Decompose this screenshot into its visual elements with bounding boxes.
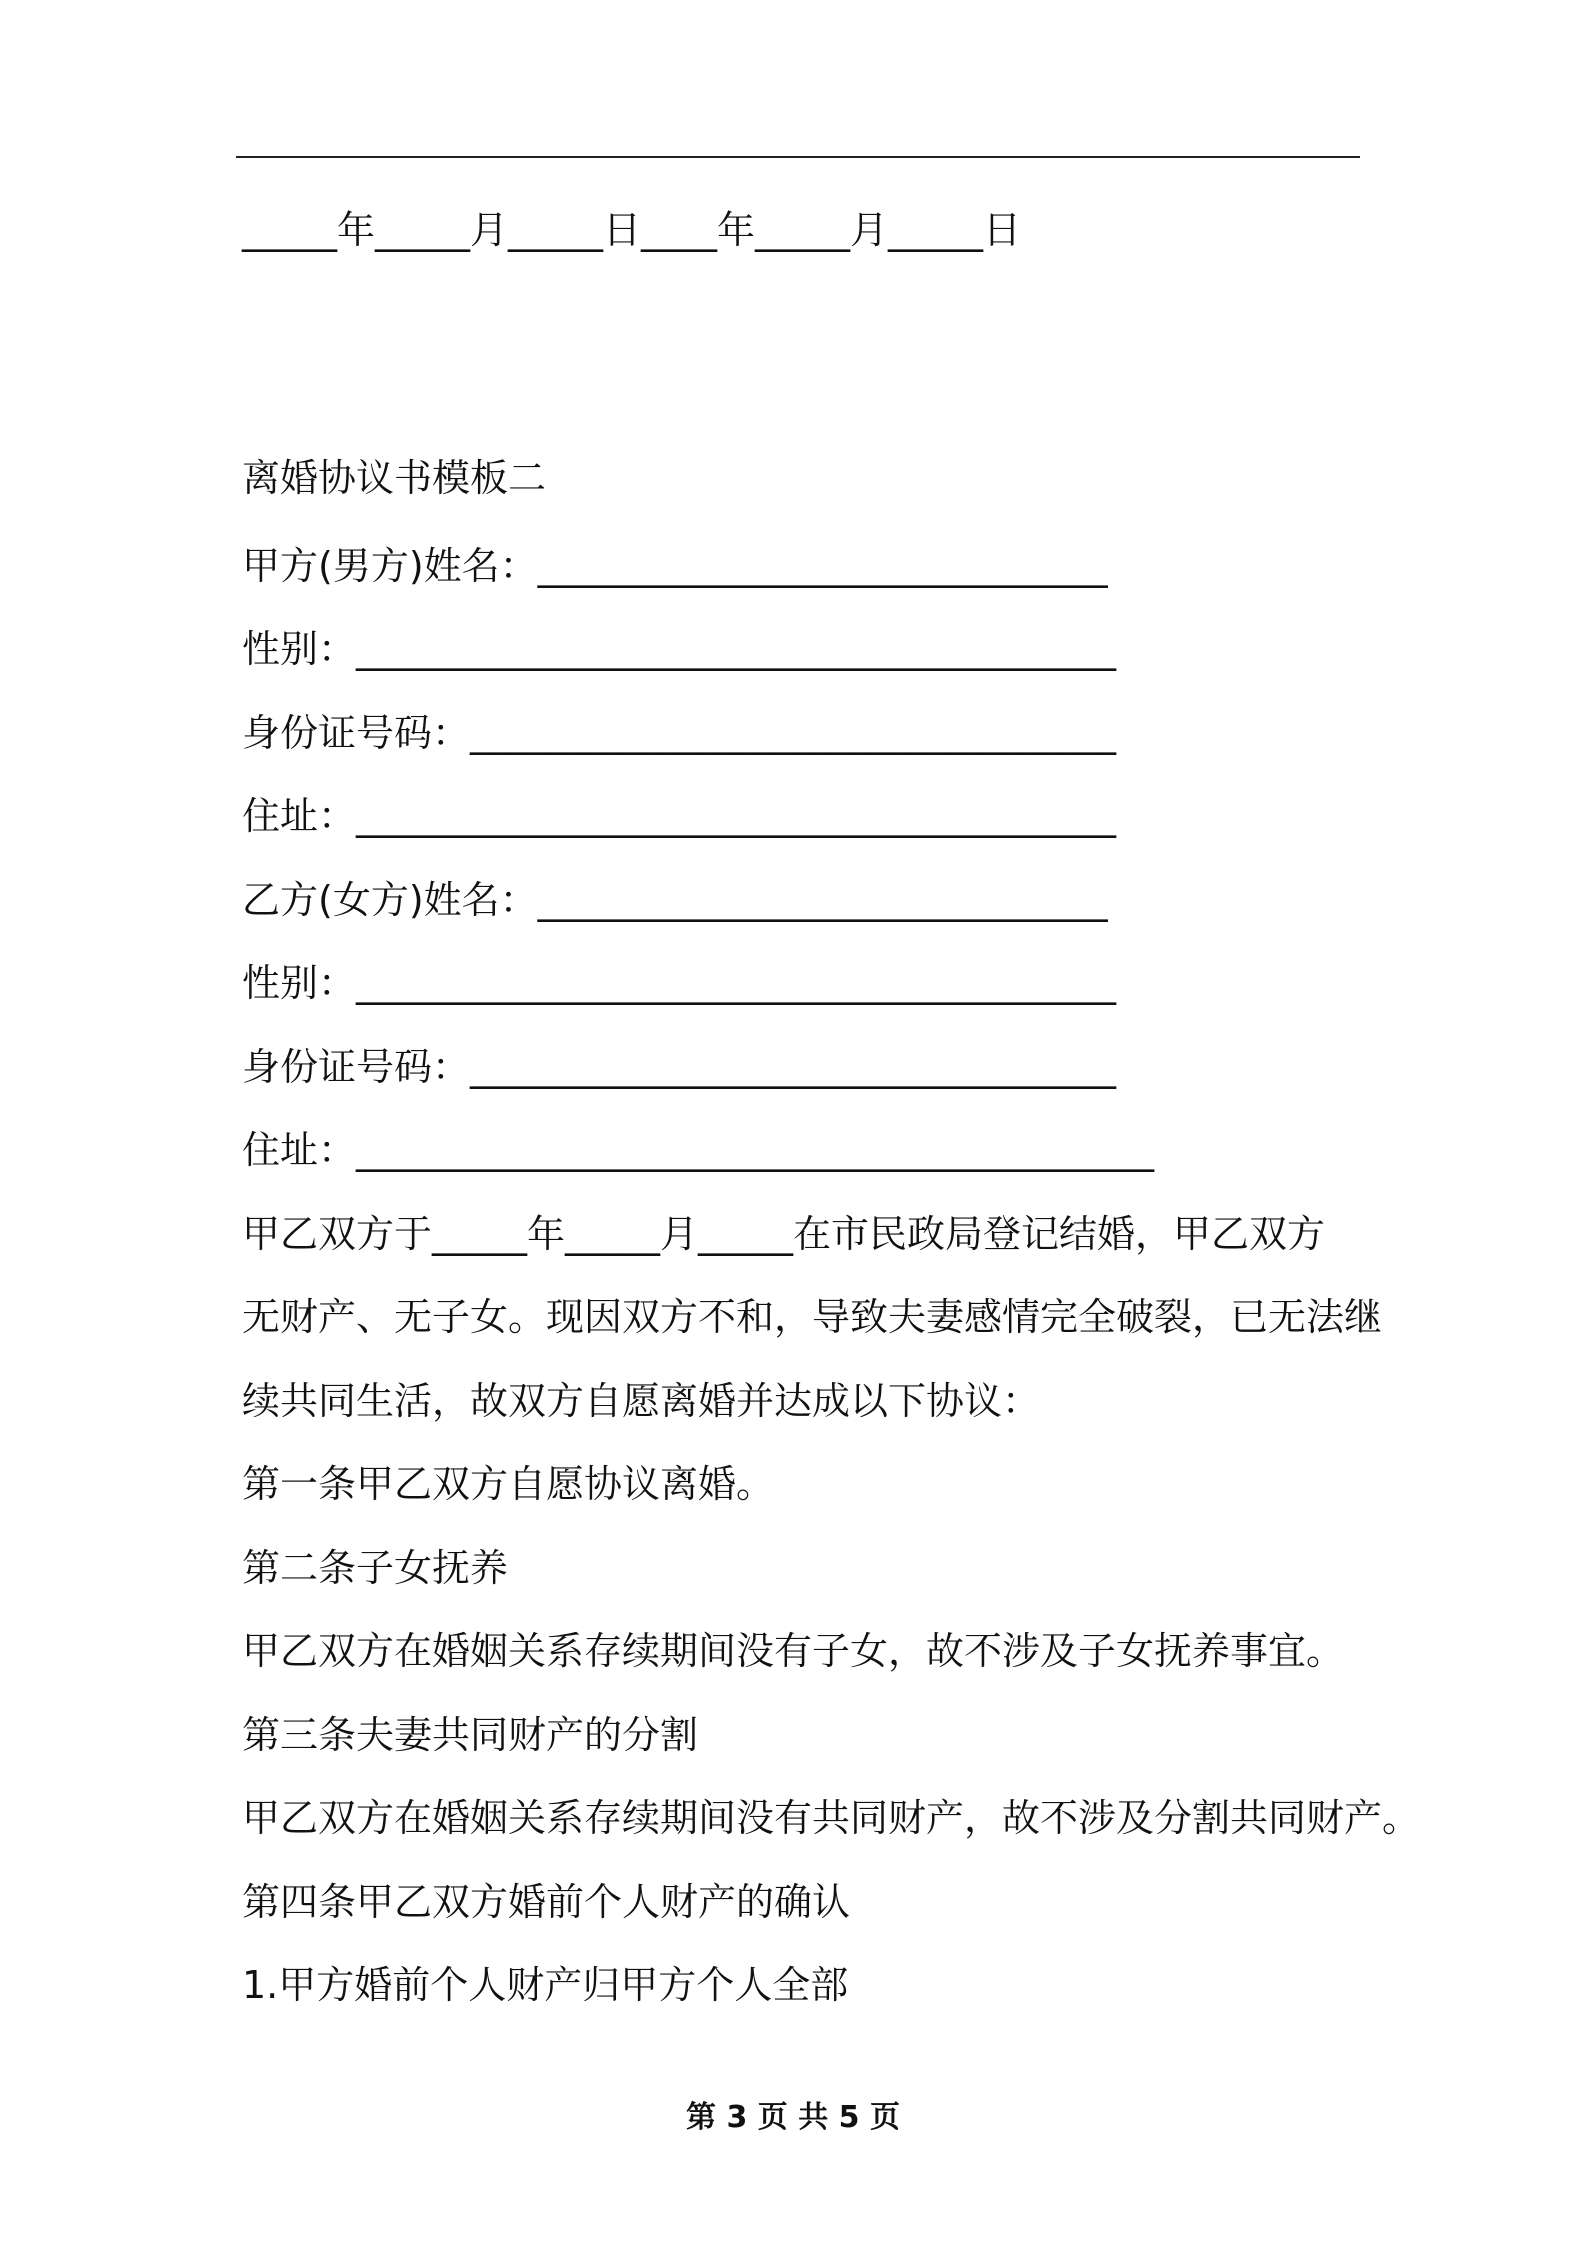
article-four-heading: 第四条甲乙双方婚前个人财产的确认 [242,1880,851,1924]
article-one: 第一条甲乙双方自愿协议离婚。 [242,1462,775,1506]
document-title: 离婚协议书模板二 [242,456,547,500]
party-b-gender-field: 性别：________________________________________ [242,961,1117,1005]
article-three-text: 甲乙双方在婚姻关系存续期间没有共同财产，故不涉及分割共同财产。 [242,1796,1421,1840]
header-rule [236,156,1360,158]
article-three-heading: 第三条夫妻共同财产的分割 [242,1713,699,1757]
page-number: 第 3 页 共 5 页 [686,2100,900,2135]
party-a-gender-field: 性别：________________________________________ [242,627,1117,671]
party-b-id-field: 身份证号码：__________________________________ [242,1045,1117,1089]
date-line: _____年_____月_____日____年_____月_____日 [242,208,1022,252]
party-b-name-field: 乙方(女方)姓名：______________________________ [242,878,1108,922]
article-two-heading: 第二条子女抚养 [242,1546,509,1590]
article-two-text: 甲乙双方在婚姻关系存续期间没有子女，故不涉及子女抚养事宜。 [242,1629,1345,1673]
party-a-name-field: 甲方(男方)姓名：______________________________ [242,544,1108,588]
paragraph-line: 无财产、无子女。现因双方不和，导致夫妻感情完全破裂，已无法继 [242,1295,1383,1339]
party-a-id-field: 身份证号码：__________________________________ [242,711,1117,755]
party-b-address-field: 住址：__________________________________________ [242,1128,1155,1172]
paragraph-line: 甲乙双方于_____年_____月_____在市民政局登记结婚，甲乙双方 [242,1212,1326,1256]
party-a-address-field: 住址：________________________________________ [242,794,1117,838]
article-four-item-1: 1.甲方婚前个人财产归甲方个人全部 [242,1963,849,2007]
paragraph-line: 续共同生活，故双方自愿离婚并达成以下协议： [242,1379,1041,1423]
